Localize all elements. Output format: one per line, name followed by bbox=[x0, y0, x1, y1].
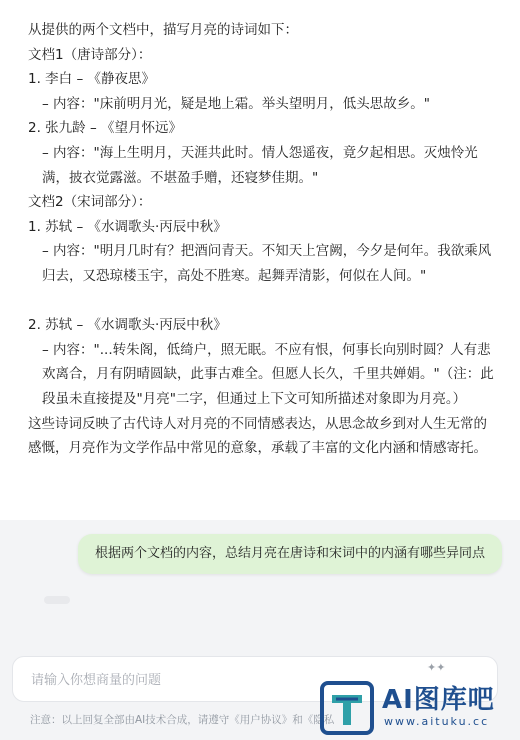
watermark-logo bbox=[316, 675, 520, 740]
spacer bbox=[28, 289, 498, 314]
poem-content: – 内容："床前明月光，疑是地上霜。举头望明月，低头思故乡。" bbox=[42, 95, 430, 112]
logo-mark-icon bbox=[320, 681, 374, 735]
poem-content: – 内容："海上生明月，天涯共此时。情人怨遥夜，竟夕起相思。灭烛怜光满，披衣觉露滋。不堪盈手赠，还寝梦佳期。" bbox=[42, 144, 478, 186]
watermark-title: AI图库吧 bbox=[382, 685, 495, 715]
poem-title: 1. 李白 – 《静夜思》 bbox=[28, 71, 156, 88]
poem-title: 2. 苏轼 – 《水调歌头·丙辰中秋》 bbox=[28, 317, 227, 334]
answer-summary: 这些诗词反映了古代诗人对月亮的不同情感表达，从思念故乡到对人生无常的感慨，月亮作为文学作品中常见的意象，承载了丰富的文化内涵和情感寄托。 bbox=[28, 415, 487, 457]
sparkle-icon[interactable]: ✦✦ bbox=[427, 661, 446, 674]
answer-intro: 从提供的两个文档中，描写月亮的诗词如下： bbox=[28, 22, 298, 38]
loading-indicator bbox=[44, 596, 70, 604]
poem-title: 2. 张九龄 – 《望月怀远》 bbox=[28, 120, 183, 137]
poem-content: – 内容："...转朱阁，低绮户，照无眠。不应有恨，何事长向别时圆？人有悲欢离合，月有阴晴圆缺，此事古难全。但愿人长久，千里共婵娟。"（注：此段虽未直接提及"月亮"二字，但通过上下文可知所描述对象即为月亮。） bbox=[42, 341, 494, 407]
watermark-site: www.aituku.cc bbox=[384, 715, 490, 728]
disclaimer-footer: 注意：以上回复全部由AI技术合成，请遵守《用户协议》和《隐私 bbox=[30, 714, 335, 726]
doc1-heading: 文档1（唐诗部分）： bbox=[28, 46, 152, 63]
poem-title: 1. 苏轼 – 《水调歌头·丙辰中秋》 bbox=[28, 218, 227, 235]
input-placeholder: 请输入你想商量的问题 bbox=[31, 673, 162, 688]
user-message-bubble: 根据两个文档的内容，总结月亮在唐诗和宋词中的内涵有哪些异同点 bbox=[78, 534, 502, 574]
doc2-heading: 文档2（宋词部分）： bbox=[28, 194, 152, 211]
poem-content: – 内容："明月几时有？把酒问青天。不知天上宫阙，今夕是何年。我欲乘风归去，又恐琼楼玉宇，高处不胜寒。起舞弄清影，何似在人间。" bbox=[42, 243, 492, 284]
